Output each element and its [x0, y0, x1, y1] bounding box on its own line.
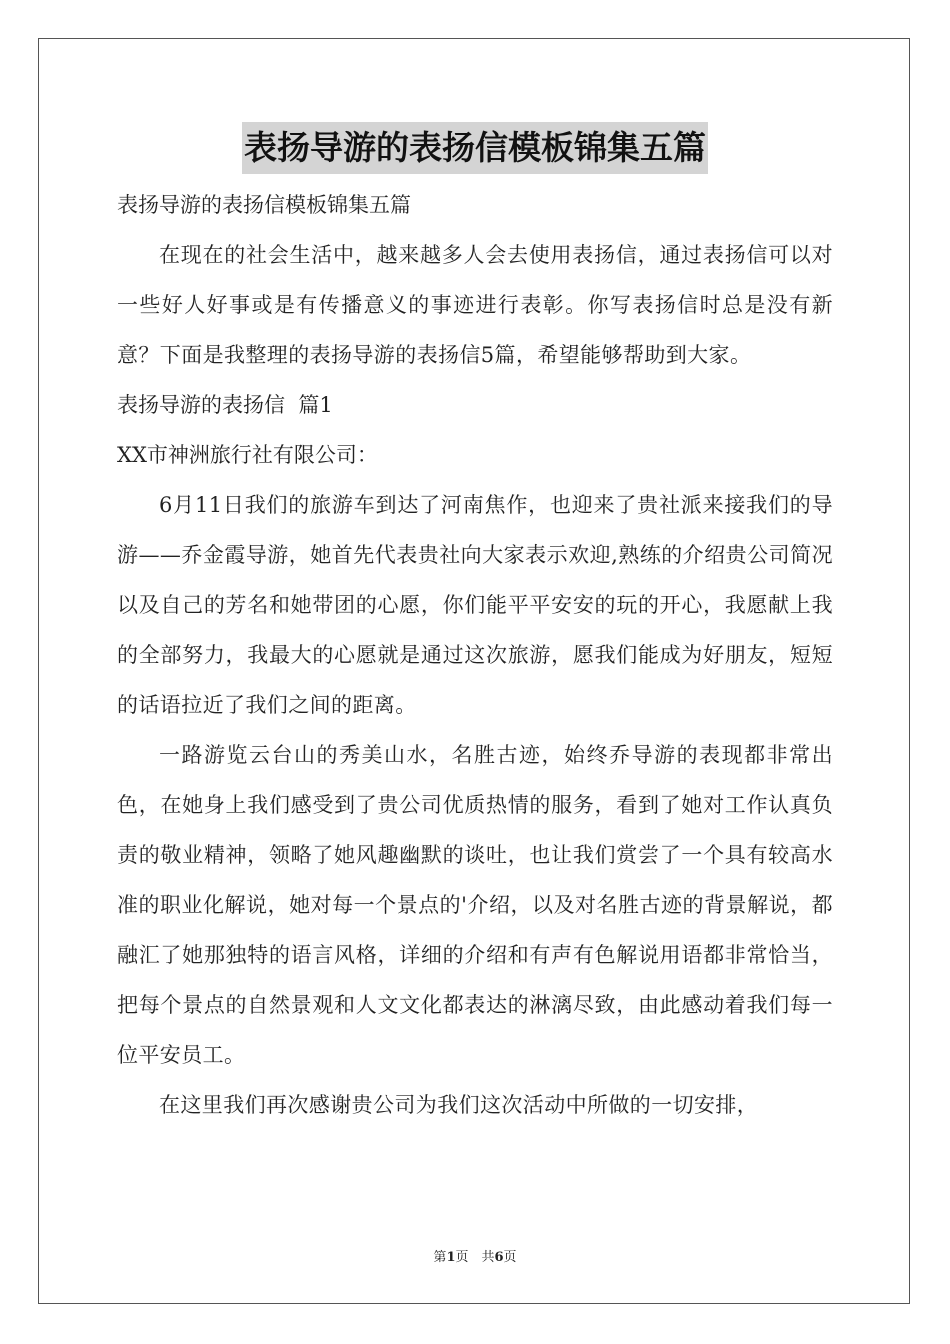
document-subtitle: 表扬导游的表扬信模板锦集五篇: [117, 193, 411, 217]
page-footer: [0, 1246, 950, 1265]
footer-prefix: 第: [433, 1250, 447, 1265]
title-wrap: [0, 122, 950, 174]
footer-suffix: 页: [503, 1250, 517, 1265]
document-title: 表扬导游的表扬信模板锦集五篇: [242, 122, 708, 174]
footer-page-number: 1: [446, 1250, 456, 1265]
body-paragraph-1: 6月11日我们的旅游车到达了河南焦作，也迎来了贵社派来接我们的导游——乔金霞导游，她首先代表贵社向大家表示欢迎,熟练的介绍贵公司简况以及自己的芳名和她带团的心愿，你们能平平安安的玩的开心，我愿献上我的全部努力，我最大的心愿就是通过这次旅游，愿我们能成为好朋友，短短的话语拉近了我们之间的距离。: [117, 493, 833, 717]
intro-paragraph: 在现在的社会生活中，越来越多人会去使用表扬信，通过表扬信可以对一些好人好事或是有传播意义的事迹进行表彰。你写表扬信时总是没有新意？下面是我整理的表扬导游的表扬信5篇，希望能够帮助到大家。: [117, 243, 833, 367]
body-paragraph-3: 在这里我们再次感谢贵公司为我们这次活动中所做的一切安排，: [159, 1093, 759, 1117]
salutation: XX市神洲旅行社有限公司：: [117, 443, 378, 467]
footer-mid: 页 共: [455, 1250, 495, 1265]
footer-total-pages: 6: [494, 1250, 504, 1265]
document-body: [117, 180, 833, 1130]
section-heading: 表扬导游的表扬信 篇1: [117, 393, 333, 417]
body-paragraph-2: 一路游览云台山的秀美山水，名胜古迹，始终乔导游的表现都非常出色，在她身上我们感受到了贵公司优质热情的服务，看到了她对工作认真负责的敬业精神，领略了她风趣幽默的谈吐，也让我们赏尝了一个具有较高水准的职业化解说，她对每一个景点的'介绍，以及对名胜古迹的背景解说，都融汇了她那独特的语言风格，详细的介绍和有声有色解说用语都非常恰当，把每个景点的自然景观和人文文化都表达的淋漓尽致，由此感动着我们每一位平安员工。: [117, 743, 833, 1067]
